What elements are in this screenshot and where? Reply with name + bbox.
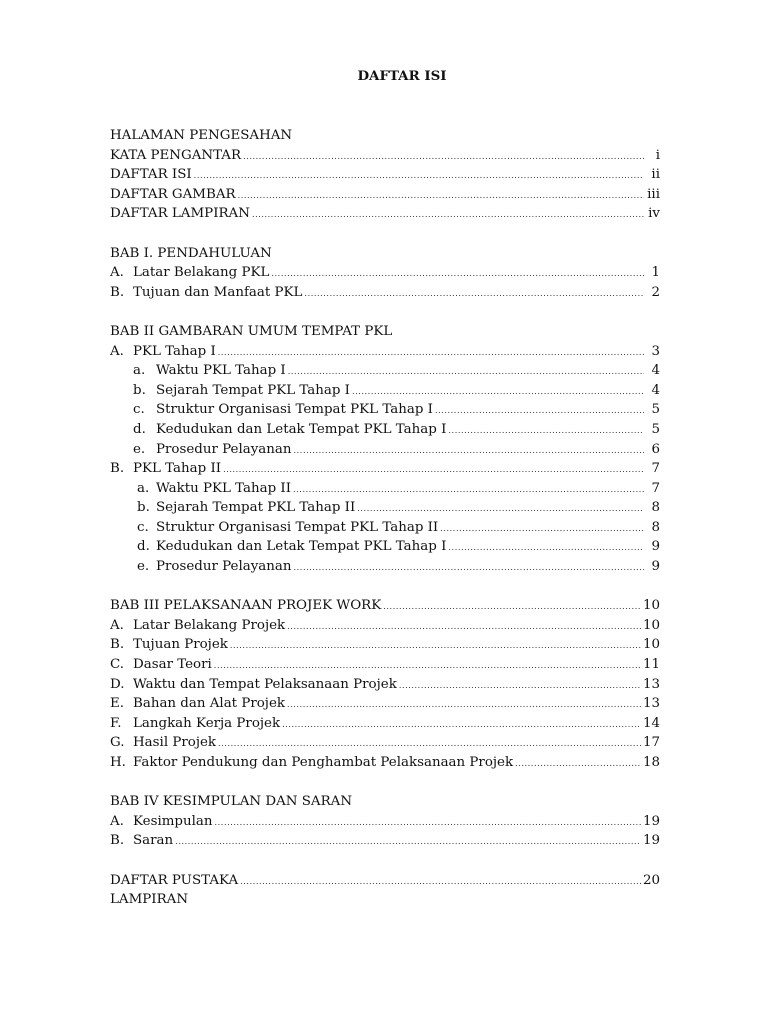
toc-entry-title: BAB I. PENDAHULUAN	[110, 245, 272, 261]
toc-entry-title: Bahan dan Alat Projek	[133, 696, 285, 712]
page-title: DAFTAR ISI	[357, 68, 447, 84]
toc-entry-marker: B.	[110, 637, 125, 653]
dot-leader	[214, 656, 641, 676]
toc-entry	[137, 479, 660, 499]
toc-entry	[110, 616, 660, 636]
dot-leader	[271, 264, 644, 284]
toc-entry-page-number: 1	[651, 265, 660, 281]
toc-entry-page-number: 19	[642, 813, 660, 829]
dot-leader	[435, 401, 644, 421]
dot-leader	[440, 519, 644, 539]
toc-entry-page-number: 14	[642, 715, 660, 731]
dot-leader	[288, 362, 644, 382]
toc-entry-page-number: 20	[642, 872, 660, 888]
toc-entry-page-number: 10	[642, 598, 660, 614]
toc-entry-marker: a.	[137, 480, 150, 496]
toc-entry-page-number: i	[655, 147, 660, 163]
toc-entry-title: DAFTAR LAMPIRAN	[110, 206, 250, 222]
toc-entry-marker: A.	[110, 813, 124, 829]
dot-leader	[357, 499, 644, 519]
toc-entry	[137, 518, 660, 538]
toc-entry-marker: b.	[133, 382, 146, 398]
toc-entry-title: BAB II GAMBARAN UMUM TEMPAT PKL	[110, 323, 393, 339]
toc-entry-page-number: 4	[651, 363, 660, 379]
toc-entry	[110, 655, 660, 675]
dot-leader	[304, 284, 644, 304]
toc-entry-marker: F.	[110, 715, 122, 731]
toc-entry-marker: A.	[110, 617, 124, 633]
toc-entry-page-number: 7	[651, 461, 660, 477]
toc-entry	[110, 753, 660, 773]
toc-entry-title: Tujuan Projek	[133, 637, 228, 653]
toc-entry	[110, 459, 660, 479]
toc-entry-page-number: ii	[651, 167, 660, 183]
toc-entry	[110, 871, 660, 891]
toc-entry	[110, 204, 660, 224]
toc-entry-title: PKL Tahap II	[133, 461, 222, 477]
toc-entry-page-number: 8	[651, 500, 660, 516]
dot-leader	[194, 166, 644, 186]
toc-entry-page-number: 10	[642, 637, 660, 653]
toc-entry-page-number: 5	[651, 421, 660, 437]
toc-entry	[133, 420, 660, 440]
toc-entry-page-number: 6	[651, 441, 660, 457]
toc-entry	[110, 714, 660, 734]
toc-entry	[110, 126, 660, 146]
dot-leader	[215, 813, 641, 833]
toc-entry	[110, 635, 660, 655]
toc-entry	[133, 400, 660, 420]
toc-entry	[110, 596, 660, 616]
toc-entry	[110, 890, 660, 910]
toc-entry-marker: c.	[133, 402, 145, 418]
toc-entry	[110, 146, 660, 166]
toc-entry-title: BAB III PELAKSANAAN PROJEK WORK	[110, 598, 382, 614]
dot-leader	[294, 441, 644, 461]
toc-entry-title: Kedudukan dan Letak Tempat PKL Tahap I	[156, 421, 447, 437]
toc-entry-marker: C.	[110, 657, 125, 673]
toc-entry	[110, 283, 660, 303]
toc-entry-title: Sejarah Tempat PKL Tahap I	[156, 382, 350, 398]
toc-entry-title: DAFTAR GAMBAR	[110, 186, 236, 202]
toc-entry-title: Hasil Projek	[133, 735, 217, 751]
toc-entry-title: Waktu PKL Tahap I	[156, 363, 286, 379]
dot-leader	[223, 460, 644, 480]
dot-leader	[383, 597, 641, 617]
toc-entry-marker: e.	[137, 559, 150, 575]
toc-entry	[110, 792, 660, 812]
toc-entry	[133, 440, 660, 460]
toc-entry-page-number: 7	[651, 480, 660, 496]
toc-entry-title: Prosedur Pelayanan	[156, 441, 292, 457]
toc-entry	[110, 342, 660, 362]
dot-leader	[287, 695, 641, 715]
toc-entry	[137, 537, 660, 557]
toc-entry-title: Saran	[133, 833, 174, 849]
toc-entry-page-number: 9	[651, 559, 660, 575]
toc-entry-title: Sejarah Tempat PKL Tahap II	[156, 500, 356, 516]
toc-entry-title: DAFTAR ISI	[110, 167, 192, 183]
toc-entry-page-number: 19	[642, 833, 660, 849]
toc-entry-page-number: 13	[642, 696, 660, 712]
dot-leader	[352, 382, 644, 402]
toc-entry-page-number: 2	[651, 284, 660, 300]
toc-entry-title: HALAMAN PENGESAHAN	[110, 128, 293, 143]
toc-entry-title: KATA PENGANTAR	[110, 147, 242, 163]
toc-entry-marker: B.	[110, 461, 125, 477]
dot-leader	[515, 754, 641, 774]
toc-entry-marker: A.	[110, 343, 124, 359]
table-of-contents	[110, 126, 660, 910]
toc-entry	[110, 263, 660, 283]
toc-entry-marker: d.	[137, 539, 150, 555]
dot-leader	[448, 421, 644, 441]
dot-leader	[243, 147, 644, 167]
toc-entry-title: Dasar Teori	[133, 657, 212, 673]
toc-entry-marker: A.	[110, 265, 124, 281]
dot-leader	[399, 676, 641, 696]
dot-leader	[175, 832, 641, 852]
toc-entry-page-number: iv	[648, 206, 660, 222]
toc-entry	[110, 165, 660, 185]
toc-entry-title: Kedudukan dan Letak Tempat PKL Tahap I	[156, 539, 447, 555]
toc-entry	[110, 694, 660, 714]
dot-leader	[240, 872, 641, 892]
toc-entry-marker: b.	[137, 500, 150, 516]
toc-entry-page-number: 9	[651, 539, 660, 555]
dot-leader	[293, 480, 644, 500]
toc-entry-page-number: 10	[642, 617, 660, 633]
toc-entry-marker: d.	[133, 421, 146, 437]
toc-entry-title: BAB IV KESIMPULAN DAN SARAN	[110, 794, 353, 810]
dot-leader	[448, 538, 644, 558]
toc-entry	[137, 557, 660, 577]
toc-entry-page-number: 11	[642, 657, 660, 673]
toc-entry-title: Prosedur Pelayanan	[156, 559, 292, 575]
toc-entry	[110, 675, 660, 695]
toc-entry-page-number: 3	[651, 343, 660, 359]
toc-entry-page-number: 4	[651, 382, 660, 398]
toc-entry	[133, 361, 660, 381]
toc-entry-page-number: 13	[642, 676, 660, 692]
dot-leader	[218, 734, 641, 754]
dot-leader	[252, 205, 644, 225]
dot-leader	[282, 715, 641, 735]
toc-entry-marker: B.	[110, 833, 125, 849]
toc-entry-page-number: 5	[651, 402, 660, 418]
toc-entry	[110, 244, 660, 264]
toc-entry-marker: a.	[133, 363, 146, 379]
toc-entry-title: Struktur Organisasi Tempat PKL Tahap I	[156, 402, 433, 418]
toc-entry-page-number: 8	[651, 519, 660, 535]
toc-entry-title: DAFTAR PUSTAKA	[110, 872, 239, 888]
toc-entry-page-number: 17	[642, 735, 660, 751]
toc-entry	[110, 733, 660, 753]
toc-entry-title: Langkah Kerja Projek	[133, 715, 281, 731]
toc-entry-title: LAMPIRAN	[110, 892, 189, 908]
toc-entry	[110, 812, 660, 832]
toc-entry-marker: G.	[110, 735, 125, 751]
toc-entry-title: Kesimpulan	[133, 813, 213, 829]
dot-leader	[238, 186, 644, 206]
toc-entry-title: Faktor Pendukung dan Penghambat Pelaksanaan Projek	[133, 755, 514, 770]
toc-entry	[110, 322, 660, 342]
toc-entry-title: Tujuan dan Manfaat PKL	[133, 284, 303, 300]
dot-leader	[218, 343, 644, 363]
toc-entry-marker: c.	[137, 519, 149, 535]
dot-leader	[294, 558, 644, 578]
dot-leader	[287, 617, 641, 637]
toc-entry-title: Latar Belakang Projek	[133, 617, 286, 633]
toc-entry-marker: B.	[110, 284, 125, 300]
toc-entry-marker: D.	[110, 676, 125, 692]
toc-entry-page-number: 18	[642, 755, 660, 770]
toc-entry-title: Waktu PKL Tahap II	[156, 480, 292, 496]
toc-entry-title: Struktur Organisasi Tempat PKL Tahap II	[156, 519, 439, 535]
toc-entry-marker: E.	[110, 696, 125, 712]
dot-leader	[230, 636, 641, 656]
toc-entry-title: Waktu dan Tempat Pelaksanaan Projek	[133, 676, 397, 692]
toc-entry	[137, 498, 660, 518]
toc-entry	[110, 831, 660, 851]
toc-entry-marker: e.	[133, 441, 146, 457]
toc-entry-marker: H.	[110, 755, 126, 770]
toc-entry	[133, 381, 660, 401]
toc-entry-title: Latar Belakang PKL	[133, 265, 270, 281]
toc-entry	[110, 185, 660, 205]
toc-entry-title: PKL Tahap I	[133, 343, 216, 359]
toc-entry-page-number: iii	[647, 186, 660, 202]
